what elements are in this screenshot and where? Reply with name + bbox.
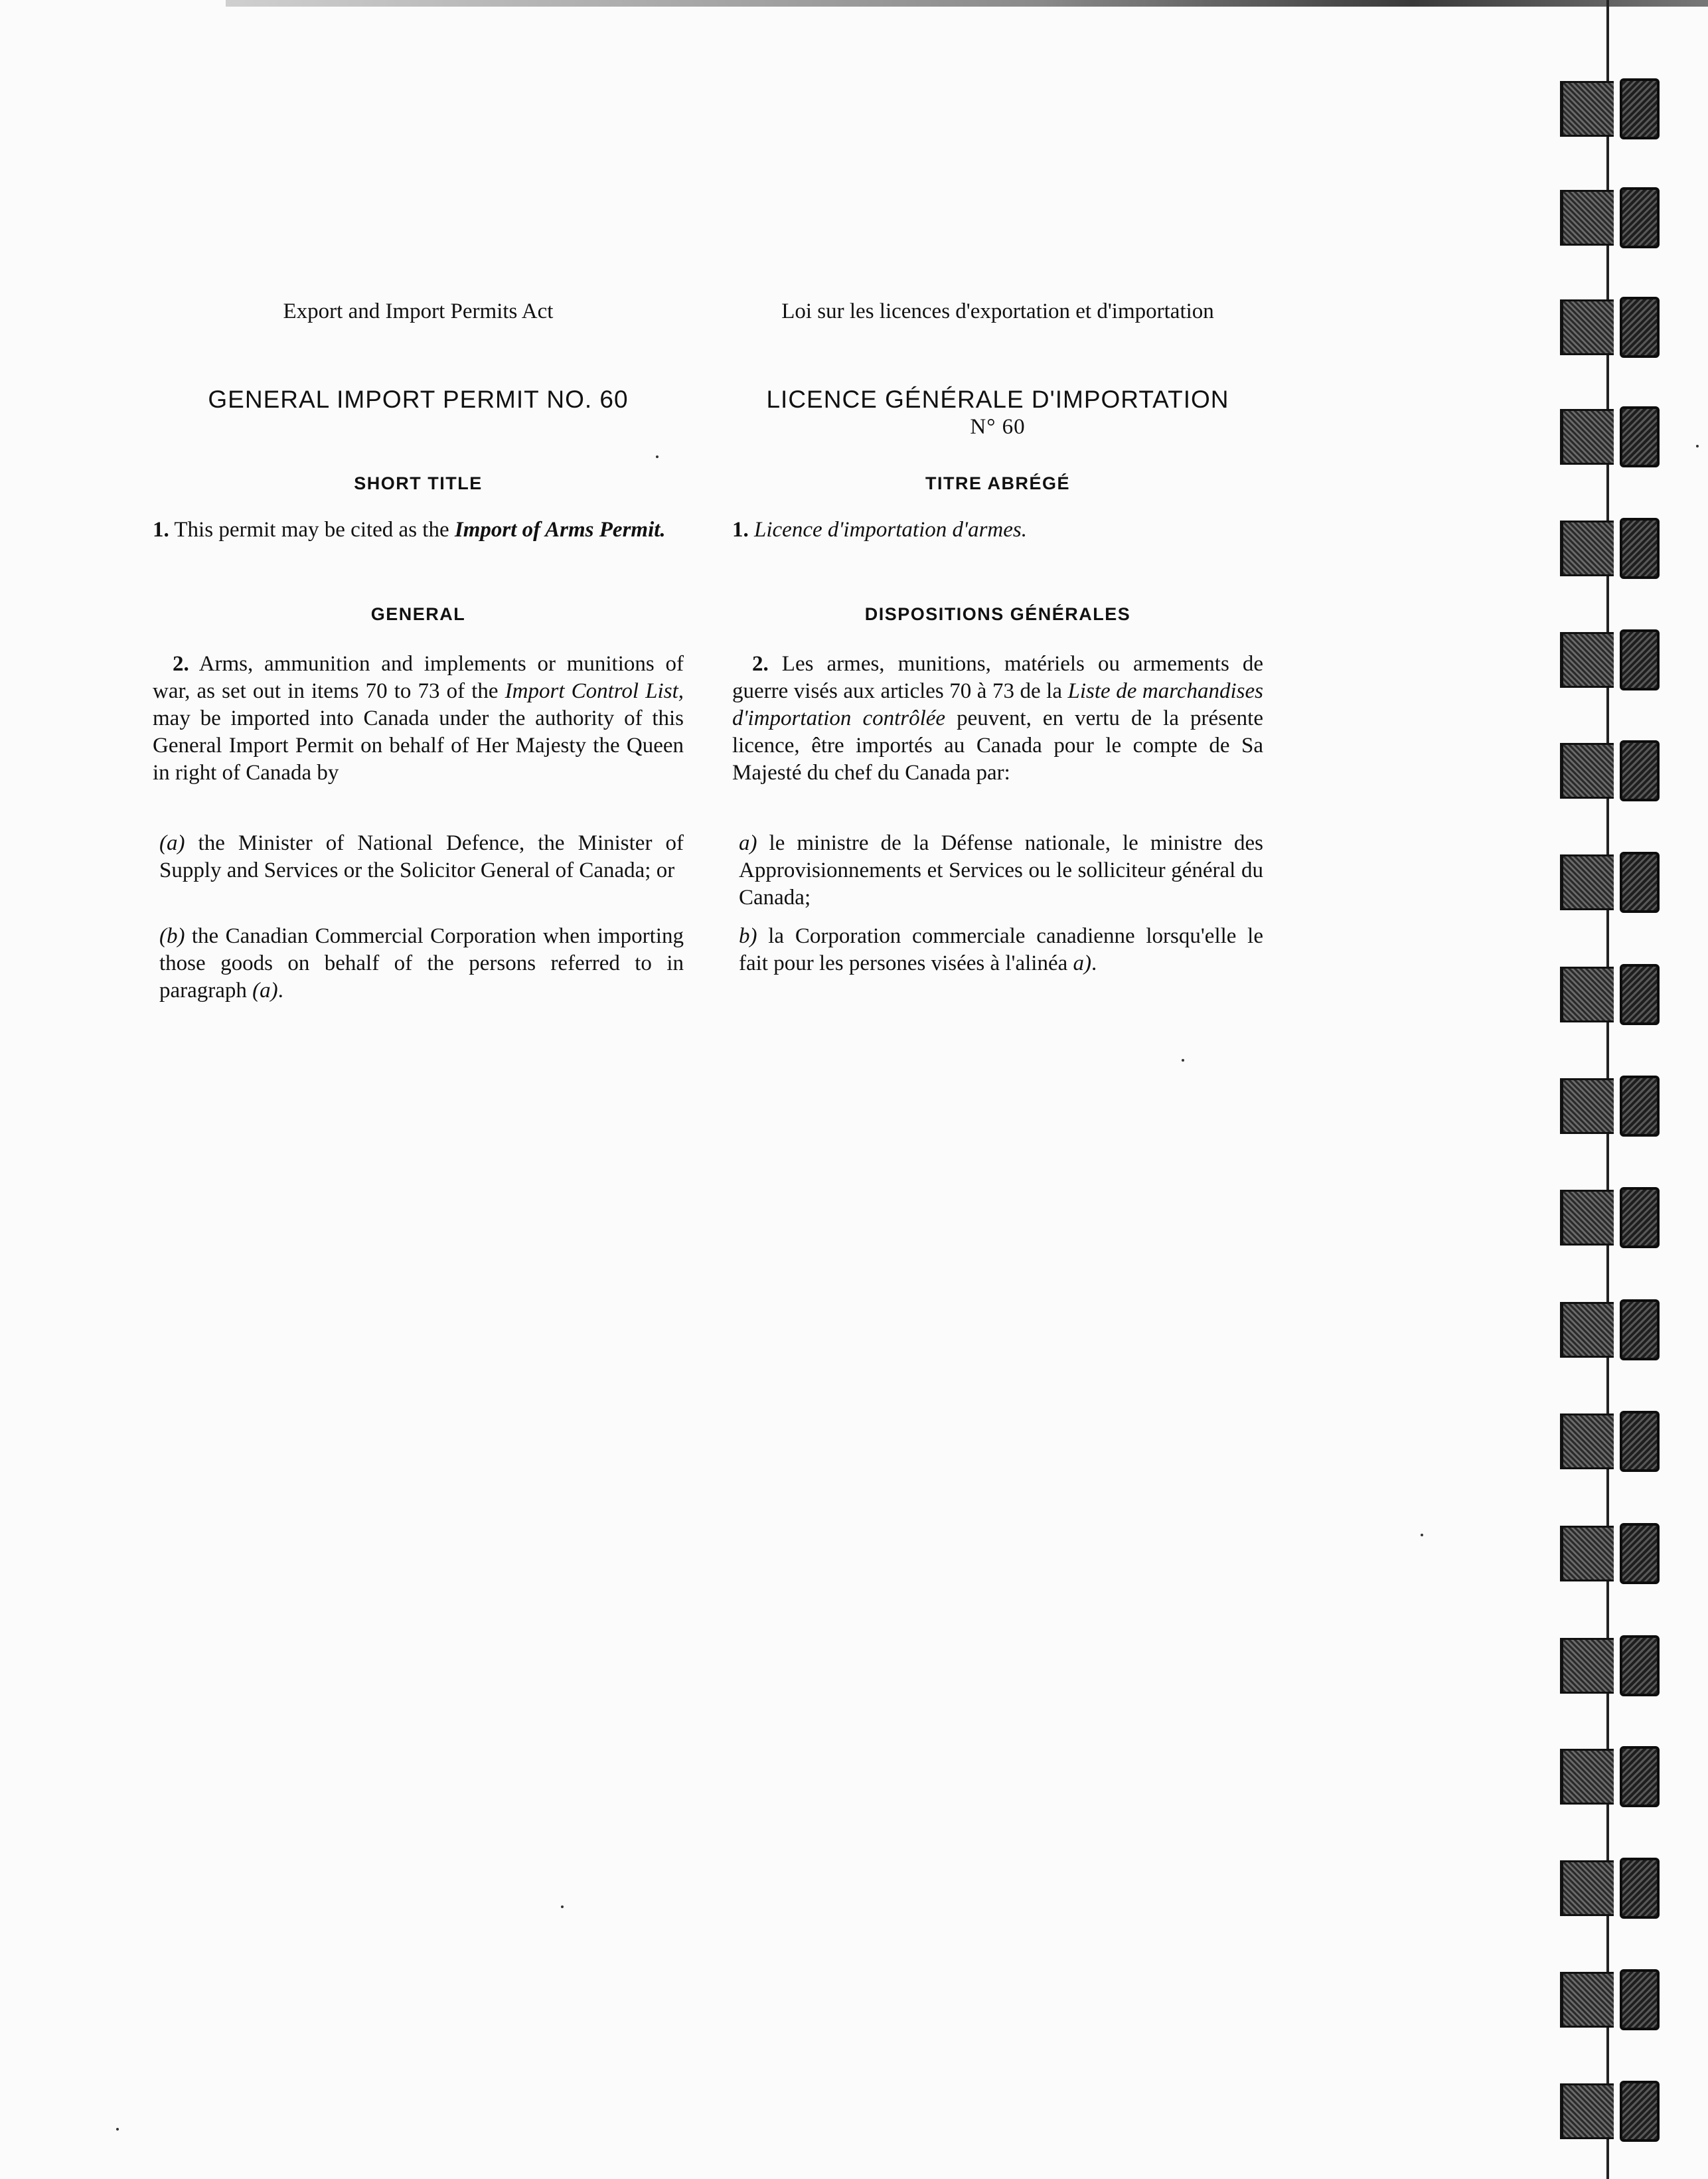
paragraph-reference: a) <box>1073 951 1092 975</box>
paragraph-reference: (a) <box>252 979 278 1003</box>
section-1-paragraph <box>153 517 684 544</box>
paragraph-a <box>153 830 684 884</box>
scan-speck <box>561 1905 564 1908</box>
permit-short-name: Import of Arms Permit. <box>454 518 666 542</box>
paragraph-text: the Minister of National Defence, the Minister of Supply and Services or the Solicitor General of Canada; or <box>159 831 684 882</box>
paragraph-label: a) <box>739 831 757 855</box>
binding-coil <box>1560 852 1666 909</box>
permit-short-name: Licence d'importation d'armes. <box>748 518 1027 542</box>
binding-coil <box>1560 1858 1666 1915</box>
section-2-paragraph <box>732 651 1263 787</box>
section-1-paragraph <box>732 517 1263 544</box>
permit-title: GENERAL IMPORT PERMIT NO. 60 <box>208 386 629 413</box>
scan-speck <box>116 2128 119 2131</box>
section-text-cont: peuvent, en vertu de la présente licence, être importés au Canada pour le compte de Sa Majesté du chef du Canada par: <box>732 706 1263 785</box>
binding-coil <box>1560 629 1666 686</box>
section-number: 1. <box>153 518 169 542</box>
paragraph-label: (a) <box>159 831 185 855</box>
section-2-paragraph <box>153 651 684 787</box>
scan-speck <box>1421 1534 1423 1536</box>
scan-speck <box>1182 1059 1184 1062</box>
paragraph-text: the Canadian Commercial Corporation when importing those goods on behalf of the persons referred to in paragraph <box>159 924 684 1003</box>
paragraph-a <box>732 830 1263 912</box>
section-text: Arms, ammunition and implements or munitions of war, as set out in items 70 to 73 of the <box>153 652 684 703</box>
section-text: Les armes, munitions, matériels ou armements de guerre visés aux articles 70 à 73 de la <box>732 652 1263 703</box>
section-text-cont: may be imported into Canada under the authority of this General Import Permit on behalf of Her Majesty the Queen in right of Canada by <box>153 706 684 785</box>
paragraph-text: le ministre de la Défense nationale, le ministre des Approvisionnements et Services ou le solliciteur général du Canada; <box>739 831 1263 910</box>
section-number: 2. <box>752 652 769 676</box>
act-title: Loi sur les licences d'exportation et d'importation <box>781 299 1214 323</box>
general-heading: DISPOSITIONS GÉNÉRALES <box>864 604 1131 624</box>
general-heading: GENERAL <box>370 604 466 624</box>
scan-speck <box>656 455 659 458</box>
scan-speck <box>1696 445 1699 447</box>
binding-coil <box>1560 187 1666 244</box>
permit-title-line-2: N° 60 <box>970 415 1026 439</box>
scan-top-edge <box>226 0 1708 7</box>
paragraph-end: . <box>277 979 283 1003</box>
binding-coil <box>1560 1299 1666 1356</box>
binding-coil <box>1560 1635 1666 1692</box>
paragraph-b <box>153 923 684 1005</box>
binding-coil <box>1560 518 1666 575</box>
binding-coil <box>1560 1076 1666 1133</box>
section-number: 1. <box>732 518 749 542</box>
binding-coil <box>1560 1523 1666 1580</box>
paragraph-label: (b) <box>159 924 185 948</box>
binding-coil <box>1560 2081 1666 2138</box>
list-name: Import Control List, <box>505 679 684 703</box>
paragraph-label: b) <box>739 924 757 948</box>
permit-title-line-1: LICENCE GÉNÉRALE D'IMPORTATION <box>766 386 1229 413</box>
short-title-heading: TITRE ABRÉGÉ <box>925 473 1070 493</box>
spiral-binding <box>1560 0 1666 2179</box>
binding-coil <box>1560 78 1666 135</box>
binding-coil <box>1560 1969 1666 2026</box>
list-name: Liste de marchandises d'importation contrôlée <box>732 679 1263 730</box>
binding-coil <box>1560 297 1666 354</box>
binding-coil <box>1560 1187 1666 1244</box>
binding-coil <box>1560 740 1666 797</box>
paragraph-text: la Corporation commerciale canadienne lorsqu'elle le fait pour les persones visées à l'alinéa <box>739 924 1263 975</box>
permit-title <box>732 385 1263 440</box>
binding-coil <box>1560 1411 1666 1468</box>
act-title: Export and Import Permits Act <box>283 299 554 323</box>
paragraph-b <box>732 923 1263 977</box>
section-number: 2. <box>173 652 189 676</box>
binding-coil <box>1560 964 1666 1021</box>
binding-coil <box>1560 406 1666 463</box>
paragraph-end: . <box>1091 951 1097 975</box>
binding-coil <box>1560 1746 1666 1803</box>
short-title-heading: SHORT TITLE <box>354 473 483 493</box>
section-text: This permit may be cited as the <box>169 518 455 542</box>
